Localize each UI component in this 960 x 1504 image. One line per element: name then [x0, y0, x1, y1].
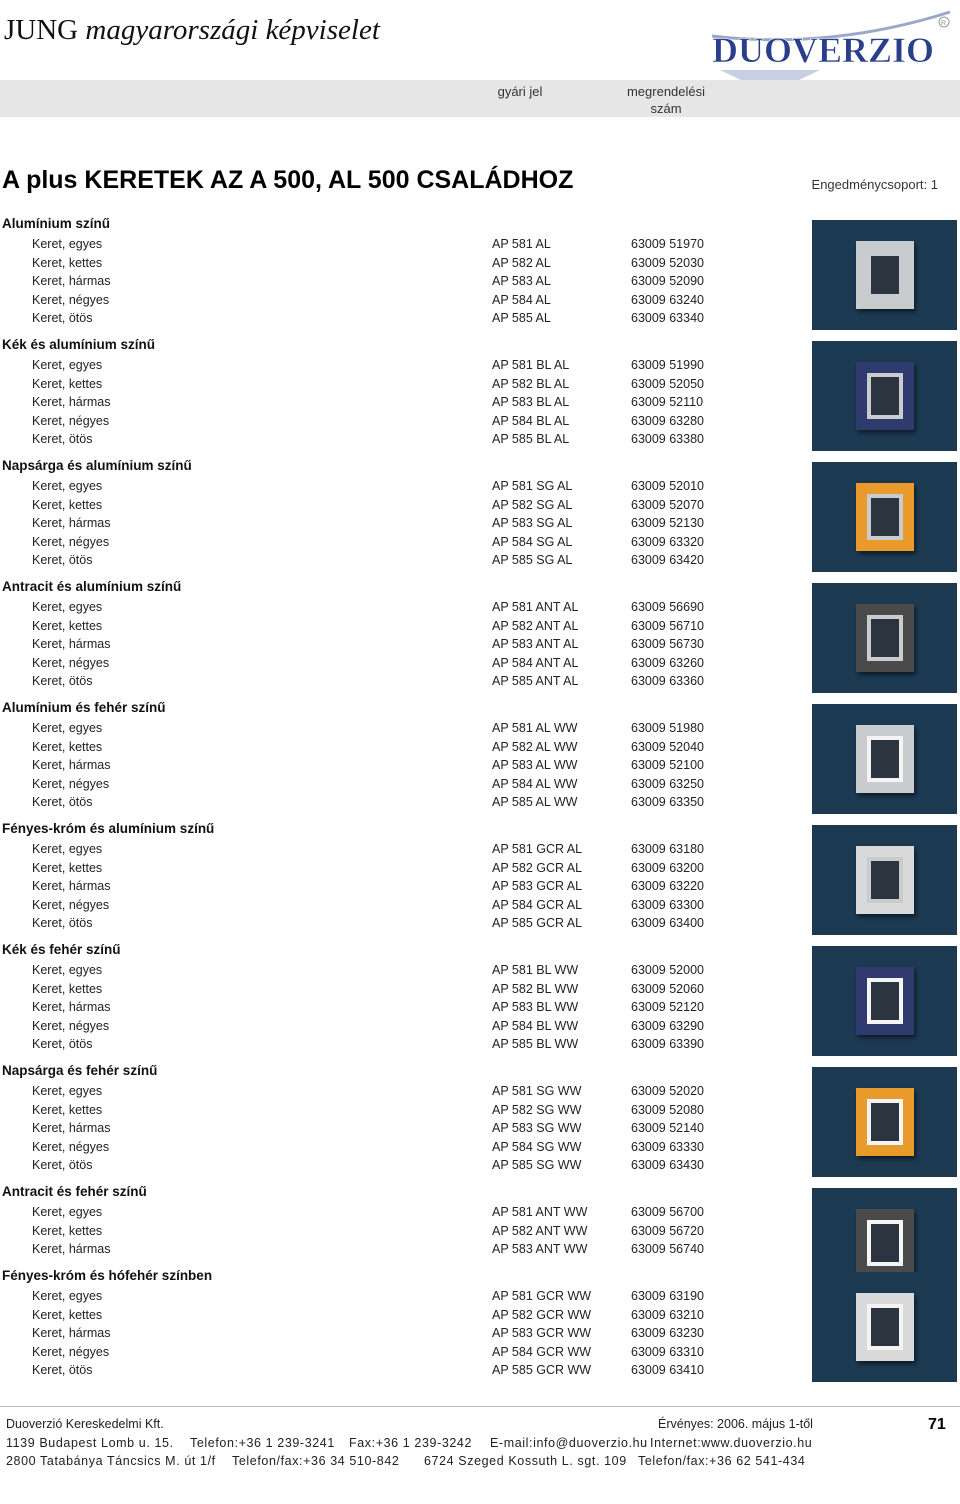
- product-name: Keret, négyes: [32, 897, 110, 912]
- frame-outer: [856, 1209, 914, 1277]
- product-code: AP 582 GCR WW: [492, 1307, 592, 1322]
- product-code: AP 581 ANT WW: [492, 1205, 588, 1219]
- product-row: [0, 553, 800, 571]
- product-row: [0, 1326, 800, 1344]
- product-code: AP 581 AL: [492, 237, 551, 251]
- product-order: 63009 52010: [631, 479, 704, 493]
- frame-insert: [867, 615, 903, 661]
- product-code: AP 585 BL WW: [492, 1037, 579, 1051]
- frame-photo: [812, 583, 957, 693]
- product-order: 63009 63240: [631, 292, 704, 307]
- footer-fax-budapest: Fax:+36 1 239-3242: [349, 1436, 473, 1450]
- product-order: 63009 56740: [631, 1242, 704, 1256]
- product-name: Keret, négyes: [32, 776, 110, 791]
- product-row: [0, 1000, 800, 1018]
- page-title: A plus KERETEK AZ A 500, AL 500 CSALÁDHOZ: [2, 166, 574, 194]
- product-code: AP 582 AL: [492, 255, 551, 270]
- product-row: [0, 414, 800, 432]
- product-name: Keret, hármas: [32, 395, 111, 409]
- product-name: Keret, ötös: [32, 916, 93, 930]
- product-code: AP 585 AL WW: [492, 795, 578, 809]
- product-code: AP 581 SG AL: [492, 479, 573, 493]
- product-order: 63009 63230: [631, 1326, 704, 1340]
- footer-address-budapest: 1139 Budapest Lomb u. 15.: [6, 1436, 174, 1450]
- section-title: Napsárga és fehér színű: [2, 1063, 158, 1078]
- col-header-code: gyári jel: [497, 84, 543, 99]
- logo-text: DUOVERZIO: [712, 30, 935, 70]
- product-name: Keret, kettes: [32, 255, 103, 270]
- product-name: Keret, kettes: [32, 1223, 103, 1238]
- product-name: Keret, kettes: [32, 1102, 103, 1117]
- product-row: [0, 395, 800, 413]
- footer-phone-tatabanya: Telefon/fax:+36 34 510-842: [232, 1454, 400, 1468]
- product-name: Keret, hármas: [32, 1326, 111, 1340]
- footer-phone-budapest: Telefon:+36 1 239-3241: [190, 1436, 335, 1450]
- product-code: AP 584 AL: [492, 292, 551, 307]
- product-row: [0, 1158, 800, 1176]
- footer-valid-date: Érvényes: 2006. május 1-től: [658, 1417, 813, 1431]
- frame-insert: [867, 978, 903, 1024]
- frame-photo: [812, 1067, 957, 1177]
- page-header: [0, 0, 960, 78]
- product-row: [0, 1224, 800, 1242]
- product-order: 63009 63180: [631, 842, 704, 856]
- product-name: Keret, egyes: [32, 237, 103, 251]
- product-code: AP 582 ANT WW: [492, 1223, 588, 1238]
- frame-outer: [856, 846, 914, 914]
- product-name: Keret, egyes: [32, 479, 103, 493]
- product-order: 63009 52030: [631, 255, 704, 270]
- product-order: 63009 63290: [631, 1018, 704, 1033]
- product-name: Keret, négyes: [32, 1139, 110, 1154]
- product-row: [0, 600, 800, 618]
- section-title: Antracit és fehér színű: [2, 1184, 147, 1199]
- product-code: AP 582 SG WW: [492, 1102, 582, 1117]
- footer-address-szeged: 6724 Szeged Kossuth L. sgt. 109: [424, 1454, 627, 1468]
- product-order: 63009 52110: [631, 395, 704, 409]
- brand-title: [4, 14, 380, 47]
- discount-group: Engedménycsoport: 1: [811, 177, 938, 192]
- product-order: 63009 63220: [631, 879, 704, 893]
- product-code: AP 585 AL: [492, 311, 551, 325]
- product-name: Keret, egyes: [32, 721, 103, 735]
- product-order: 63009 63420: [631, 553, 704, 567]
- product-row: [0, 1103, 800, 1121]
- product-row: [0, 432, 800, 450]
- product-row: [0, 1037, 800, 1055]
- product-row: [0, 758, 800, 776]
- product-name: Keret, egyes: [32, 1205, 103, 1219]
- product-name: Keret, hármas: [32, 637, 111, 651]
- product-row: [0, 721, 800, 739]
- product-order: 63009 63310: [631, 1344, 704, 1359]
- product-row: [0, 740, 800, 758]
- product-row: [0, 795, 800, 813]
- product-name: Keret, ötös: [32, 553, 93, 567]
- product-row: [0, 619, 800, 637]
- product-row: [0, 1084, 800, 1102]
- product-row: [0, 535, 800, 553]
- product-order: 63009 52140: [631, 1121, 704, 1135]
- product-row: [0, 674, 800, 692]
- brand-roman-text: JUNG: [4, 14, 86, 46]
- product-name: Keret, kettes: [32, 860, 103, 875]
- product-order: 63009 52090: [631, 274, 704, 288]
- product-code: AP 583 AL WW: [492, 758, 578, 772]
- frame-photo: [812, 946, 957, 1056]
- product-name: Keret, egyes: [32, 1084, 103, 1098]
- product-order: 63009 63400: [631, 916, 704, 930]
- product-order: 63009 51990: [631, 358, 704, 372]
- product-code: AP 581 AL WW: [492, 721, 578, 735]
- section-title: Napsárga és alumínium színű: [2, 458, 192, 473]
- product-name: Keret, hármas: [32, 1121, 111, 1135]
- product-code: AP 582 BL WW: [492, 981, 579, 996]
- product-code: AP 581 BL AL: [492, 358, 570, 372]
- product-order: 63009 52020: [631, 1084, 704, 1098]
- product-code: AP 583 ANT AL: [492, 637, 579, 651]
- product-code: AP 582 GCR AL: [492, 860, 583, 875]
- product-order: 63009 52130: [631, 516, 704, 530]
- section-title: Alumínium és fehér színű: [2, 700, 166, 715]
- product-row: [0, 1242, 800, 1260]
- product-order: 63009 63250: [631, 776, 704, 791]
- product-order: 63009 52000: [631, 963, 704, 977]
- product-row: [0, 516, 800, 534]
- product-code: AP 581 BL WW: [492, 963, 579, 977]
- product-name: Keret, ötös: [32, 674, 93, 688]
- product-code: AP 583 SG WW: [492, 1121, 582, 1135]
- product-order: 63009 56690: [631, 600, 704, 614]
- product-row: [0, 498, 800, 516]
- product-order: 63009 52100: [631, 758, 704, 772]
- section-title: Fényes-króm és alumínium színű: [2, 821, 215, 836]
- col-header-order: [620, 83, 712, 117]
- frame-photo: [812, 1272, 957, 1382]
- product-code: AP 585 SG AL: [492, 553, 573, 567]
- product-row: [0, 256, 800, 274]
- product-order: 63009 52060: [631, 981, 704, 996]
- product-code: AP 584 AL WW: [492, 776, 578, 791]
- product-name: Keret, egyes: [32, 842, 103, 856]
- frame-photo: [812, 825, 957, 935]
- product-order: 63009 63340: [631, 311, 704, 325]
- product-row: [0, 898, 800, 916]
- product-name: Keret, hármas: [32, 1242, 111, 1256]
- product-row: [0, 842, 800, 860]
- product-name: Keret, ötös: [32, 432, 93, 446]
- product-row: [0, 358, 800, 376]
- product-code: AP 585 BL AL: [492, 432, 570, 446]
- footer-phone-szeged: Telefon/fax:+36 62 541-434: [638, 1454, 806, 1468]
- product-row: [0, 1345, 800, 1363]
- product-row: [0, 982, 800, 1000]
- product-code: AP 585 GCR AL: [492, 916, 583, 930]
- product-code: AP 581 GCR AL: [492, 842, 583, 856]
- product-row: [0, 377, 800, 395]
- product-order: 63009 63430: [631, 1158, 704, 1172]
- frame-photo: [812, 704, 957, 814]
- product-code: AP 585 ANT AL: [492, 674, 579, 688]
- frame-insert: [867, 373, 903, 419]
- section-title: Kék és fehér színű: [2, 942, 121, 957]
- frame-insert: [867, 1304, 903, 1350]
- svg-text:R: R: [941, 20, 947, 27]
- frame-outer: [856, 604, 914, 672]
- product-code: AP 584 SG WW: [492, 1139, 582, 1154]
- product-row: [0, 1363, 800, 1381]
- product-code: AP 583 AL: [492, 274, 551, 288]
- product-order: 63009 52040: [631, 739, 704, 754]
- frame-outer: [856, 483, 914, 551]
- product-order: 63009 63280: [631, 413, 704, 428]
- product-code: AP 583 BL WW: [492, 1000, 579, 1014]
- product-code: AP 584 SG AL: [492, 534, 573, 549]
- product-name: Keret, egyes: [32, 963, 103, 977]
- product-code: AP 583 SG AL: [492, 516, 573, 530]
- product-order: 63009 63300: [631, 897, 704, 912]
- brand-italic-text: magyarországi képviselet: [85, 14, 380, 46]
- product-name: Keret, ötös: [32, 311, 93, 325]
- product-row: [0, 637, 800, 655]
- product-code: AP 584 GCR AL: [492, 897, 583, 912]
- frame-photo: [812, 341, 957, 451]
- product-code: AP 582 AL WW: [492, 739, 578, 754]
- product-code: AP 583 ANT WW: [492, 1242, 588, 1256]
- footer-email: E-mail:info@duoverzio.hu: [490, 1436, 648, 1450]
- product-order: 63009 52080: [631, 1102, 704, 1117]
- product-row: [0, 1121, 800, 1139]
- product-order: 63009 63330: [631, 1139, 704, 1154]
- product-order: 63009 52070: [631, 497, 704, 512]
- product-row: [0, 311, 800, 329]
- product-name: Keret, kettes: [32, 981, 103, 996]
- frame-outer: [856, 1088, 914, 1156]
- product-order: 63009 63190: [631, 1289, 704, 1303]
- product-code: AP 582 SG AL: [492, 497, 573, 512]
- footer-website: Internet:www.duoverzio.hu: [650, 1436, 813, 1450]
- product-row: [0, 879, 800, 897]
- product-code: AP 582 ANT AL: [492, 618, 579, 633]
- product-order: 63009 63380: [631, 432, 704, 446]
- product-row: [0, 963, 800, 981]
- frame-insert: [867, 252, 903, 298]
- product-code: AP 583 GCR AL: [492, 879, 583, 893]
- product-code: AP 581 GCR WW: [492, 1289, 592, 1303]
- frame-photo: [812, 462, 957, 572]
- product-name: Keret, egyes: [32, 600, 103, 614]
- product-order: 63009 56710: [631, 618, 704, 633]
- product-row: [0, 916, 800, 934]
- product-order: 63009 63260: [631, 655, 704, 670]
- frame-insert: [867, 736, 903, 782]
- product-row: [0, 237, 800, 255]
- product-name: Keret, kettes: [32, 1307, 103, 1322]
- col-header-order-line2: szám: [650, 101, 682, 116]
- product-name: Keret, ötös: [32, 1363, 93, 1377]
- product-name: Keret, kettes: [32, 618, 103, 633]
- product-code: AP 581 ANT AL: [492, 600, 579, 614]
- product-row: [0, 1289, 800, 1307]
- product-order: 63009 51980: [631, 721, 704, 735]
- column-header-bar: [0, 80, 960, 117]
- product-name: Keret, négyes: [32, 655, 110, 670]
- product-code: AP 583 BL AL: [492, 395, 570, 409]
- product-order: 63009 56730: [631, 637, 704, 651]
- section-title: Fényes-króm és hófehér színben: [2, 1268, 213, 1283]
- product-name: Keret, négyes: [32, 534, 110, 549]
- product-code: AP 585 GCR WW: [492, 1363, 592, 1377]
- frame-outer: [856, 241, 914, 309]
- section-title: Alumínium színű: [2, 216, 110, 231]
- product-order: 63009 63360: [631, 674, 704, 688]
- product-name: Keret, hármas: [32, 1000, 111, 1014]
- product-order: 63009 63390: [631, 1037, 704, 1051]
- product-name: Keret, hármas: [32, 879, 111, 893]
- frame-insert: [867, 1220, 903, 1266]
- product-order: 63009 63320: [631, 534, 704, 549]
- product-name: Keret, hármas: [32, 758, 111, 772]
- product-name: Keret, négyes: [32, 1018, 110, 1033]
- product-name: Keret, hármas: [32, 516, 111, 530]
- product-order: 63009 63210: [631, 1307, 704, 1322]
- product-code: AP 581 SG WW: [492, 1084, 582, 1098]
- product-row: [0, 777, 800, 795]
- product-order: 63009 51970: [631, 237, 704, 251]
- product-row: [0, 1308, 800, 1326]
- product-name: Keret, egyes: [32, 1289, 103, 1303]
- product-name: Keret, ötös: [32, 1158, 93, 1172]
- col-header-order-line1: megrendelési: [626, 84, 706, 99]
- frame-outer: [856, 967, 914, 1035]
- product-name: Keret, kettes: [32, 739, 103, 754]
- product-row: [0, 1140, 800, 1158]
- product-row: [0, 274, 800, 292]
- frame-outer: [856, 725, 914, 793]
- product-code: AP 585 SG WW: [492, 1158, 582, 1172]
- product-code: AP 583 GCR WW: [492, 1326, 592, 1340]
- section-title: Antracit és alumínium színű: [2, 579, 182, 594]
- frame-outer: [856, 1293, 914, 1361]
- product-name: Keret, egyes: [32, 358, 103, 372]
- product-order: 63009 63410: [631, 1363, 704, 1377]
- page-number: 71: [928, 1416, 946, 1433]
- product-code: AP 584 BL AL: [492, 413, 570, 428]
- product-row: [0, 293, 800, 311]
- product-row: [0, 1019, 800, 1037]
- footer-company: Duoverzió Kereskedelmi Kft.: [6, 1417, 164, 1431]
- product-order: 63009 63350: [631, 795, 704, 809]
- product-row: [0, 479, 800, 497]
- product-row: [0, 656, 800, 674]
- product-code: AP 584 GCR WW: [492, 1344, 592, 1359]
- product-name: Keret, ötös: [32, 1037, 93, 1051]
- product-name: Keret, kettes: [32, 497, 103, 512]
- frame-photo: [812, 220, 957, 330]
- product-order: 63009 52050: [631, 376, 704, 391]
- product-name: Keret, négyes: [32, 292, 110, 307]
- frame-insert: [867, 494, 903, 540]
- product-order: 63009 63200: [631, 860, 704, 875]
- product-name: Keret, négyes: [32, 413, 110, 428]
- product-code: AP 584 BL WW: [492, 1018, 579, 1033]
- product-name: Keret, ötös: [32, 795, 93, 809]
- footer-divider: [0, 1406, 960, 1407]
- product-code: AP 582 BL AL: [492, 376, 570, 391]
- product-order: 63009 56700: [631, 1205, 704, 1219]
- product-row: [0, 1205, 800, 1223]
- frame-insert: [867, 857, 903, 903]
- product-order: 63009 56720: [631, 1223, 704, 1238]
- product-name: Keret, négyes: [32, 1344, 110, 1359]
- product-row: [0, 861, 800, 879]
- frame-outer: [856, 362, 914, 430]
- product-name: Keret, kettes: [32, 376, 103, 391]
- product-code: AP 584 ANT AL: [492, 655, 579, 670]
- footer-address-tatabanya: 2800 Tatabánya Táncsics M. út 1/f: [6, 1454, 216, 1468]
- product-order: 63009 52120: [631, 1000, 704, 1014]
- frame-insert: [867, 1099, 903, 1145]
- product-name: Keret, hármas: [32, 274, 111, 288]
- section-title: Kék és alumínium színű: [2, 337, 156, 352]
